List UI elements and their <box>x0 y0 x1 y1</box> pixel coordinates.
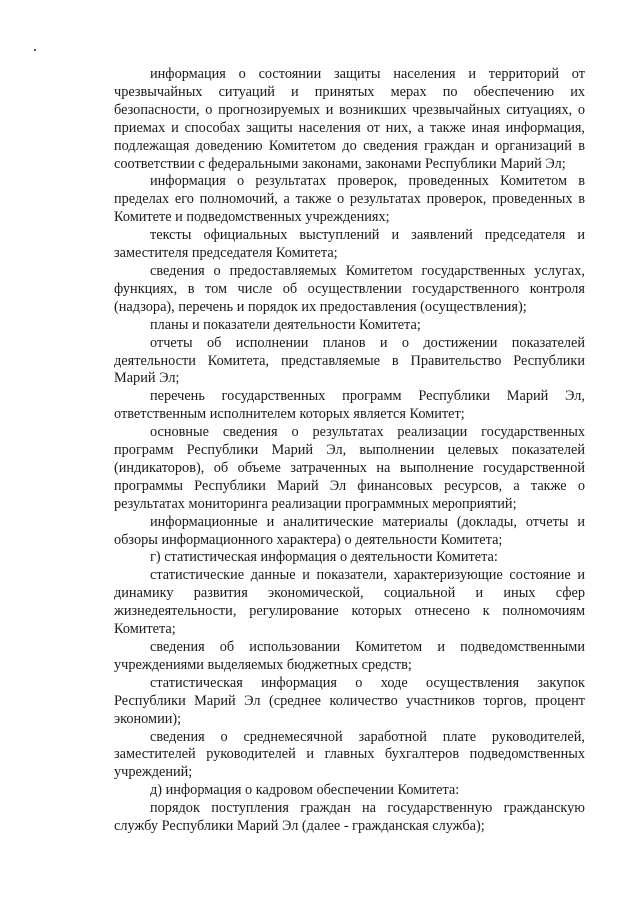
paragraph-state-programs-list: перечень государственных программ Республики Марий Эл, ответственным исполнителем которых является Комитет; <box>114 388 585 423</box>
paragraph-plans-indicators: планы и показатели деятельности Комитета; <box>150 316 421 333</box>
paragraph-public-services: сведения о предоставляемых Комитетом государственных услугах, функциях, в том числе об осуществлении государственного контроля (надзора), перечень и порядок их предоставления (осуществления); <box>114 262 585 315</box>
heading-staffing-info: д) информация о кадровом обеспечении Комитета: <box>150 782 460 799</box>
paragraph-civil-service-admission: порядок поступления граждан на государственную гражданскую службу Республики Марий Эл (далее - гражданская служба); <box>114 800 585 835</box>
paragraph-analytical-materials: информационные и аналитические материалы (доклады, отчеты и обзоры информационного характера) о деятельности Комитета; <box>114 513 585 548</box>
paragraph-procurement-stats: статистическая информация о ходе осуществления закупок Республики Марий Эл (среднее количество участников торгов, процент экономии); <box>114 674 585 727</box>
paragraph-statistical-data: статистические данные и показатели, характеризующие состояние и динамику развития экономической, социальной и иных сфер жизнедеятельности, регулирование которых отнесено к полномочиям Комитета; <box>114 567 585 638</box>
paragraph-inspection-results: информация о результатах проверок, проведенных Комитетом в пределах его полномочий, а также о результатах проверок, проведенных в Комитете и подведомственных учреждениях; <box>114 173 585 226</box>
document-body <box>114 66 585 836</box>
paragraph-state-programs-results: основные сведения о результатах реализации государственных программ Республики Марий Эл, выполнении целевых показателей (индикаторов), об объеме затраченных на выполнение государственной программы Республики Марий Эл финансовых ресурсов, а также о результатах мониторинга реализации программных мероприятий; <box>114 424 585 512</box>
paragraph-salary-info: сведения о среднемесячной заработной плате руководителей, заместителей руководителей и главных бухгалтеров подведомственных учреждений; <box>114 728 585 781</box>
heading-statistical-info: г) статистическая информация о деятельности Комитета: <box>150 549 498 566</box>
paragraph-official-speeches: тексты официальных выступлений и заявлений председателя и заместителя председателя Комитета; <box>114 227 585 262</box>
paragraph-emergency-info: информация о состоянии защиты населения и территорий от чрезвычайных ситуаций и принятых мерах по обеспечению их безопасности, о прогнозируемых и возникших чрезвычайных ситуациях, о приемах и способах защиты населения от них, а также иная информация, подлежащая доведению Комитетом до сведения граждан и организаций в соответствии с федеральными законами, законами Республики Марий Эл; <box>114 66 585 172</box>
scan-speck <box>34 49 36 51</box>
paragraph-budget-usage: сведения об использовании Комитетом и подведомственными учреждениями выделяемых бюджетных средств; <box>114 639 585 673</box>
paragraph-plan-reports: отчеты об исполнении планов и о достижении показателей деятельности Комитета, представляемые в Правительство Республики Марий Эл; <box>114 334 585 387</box>
